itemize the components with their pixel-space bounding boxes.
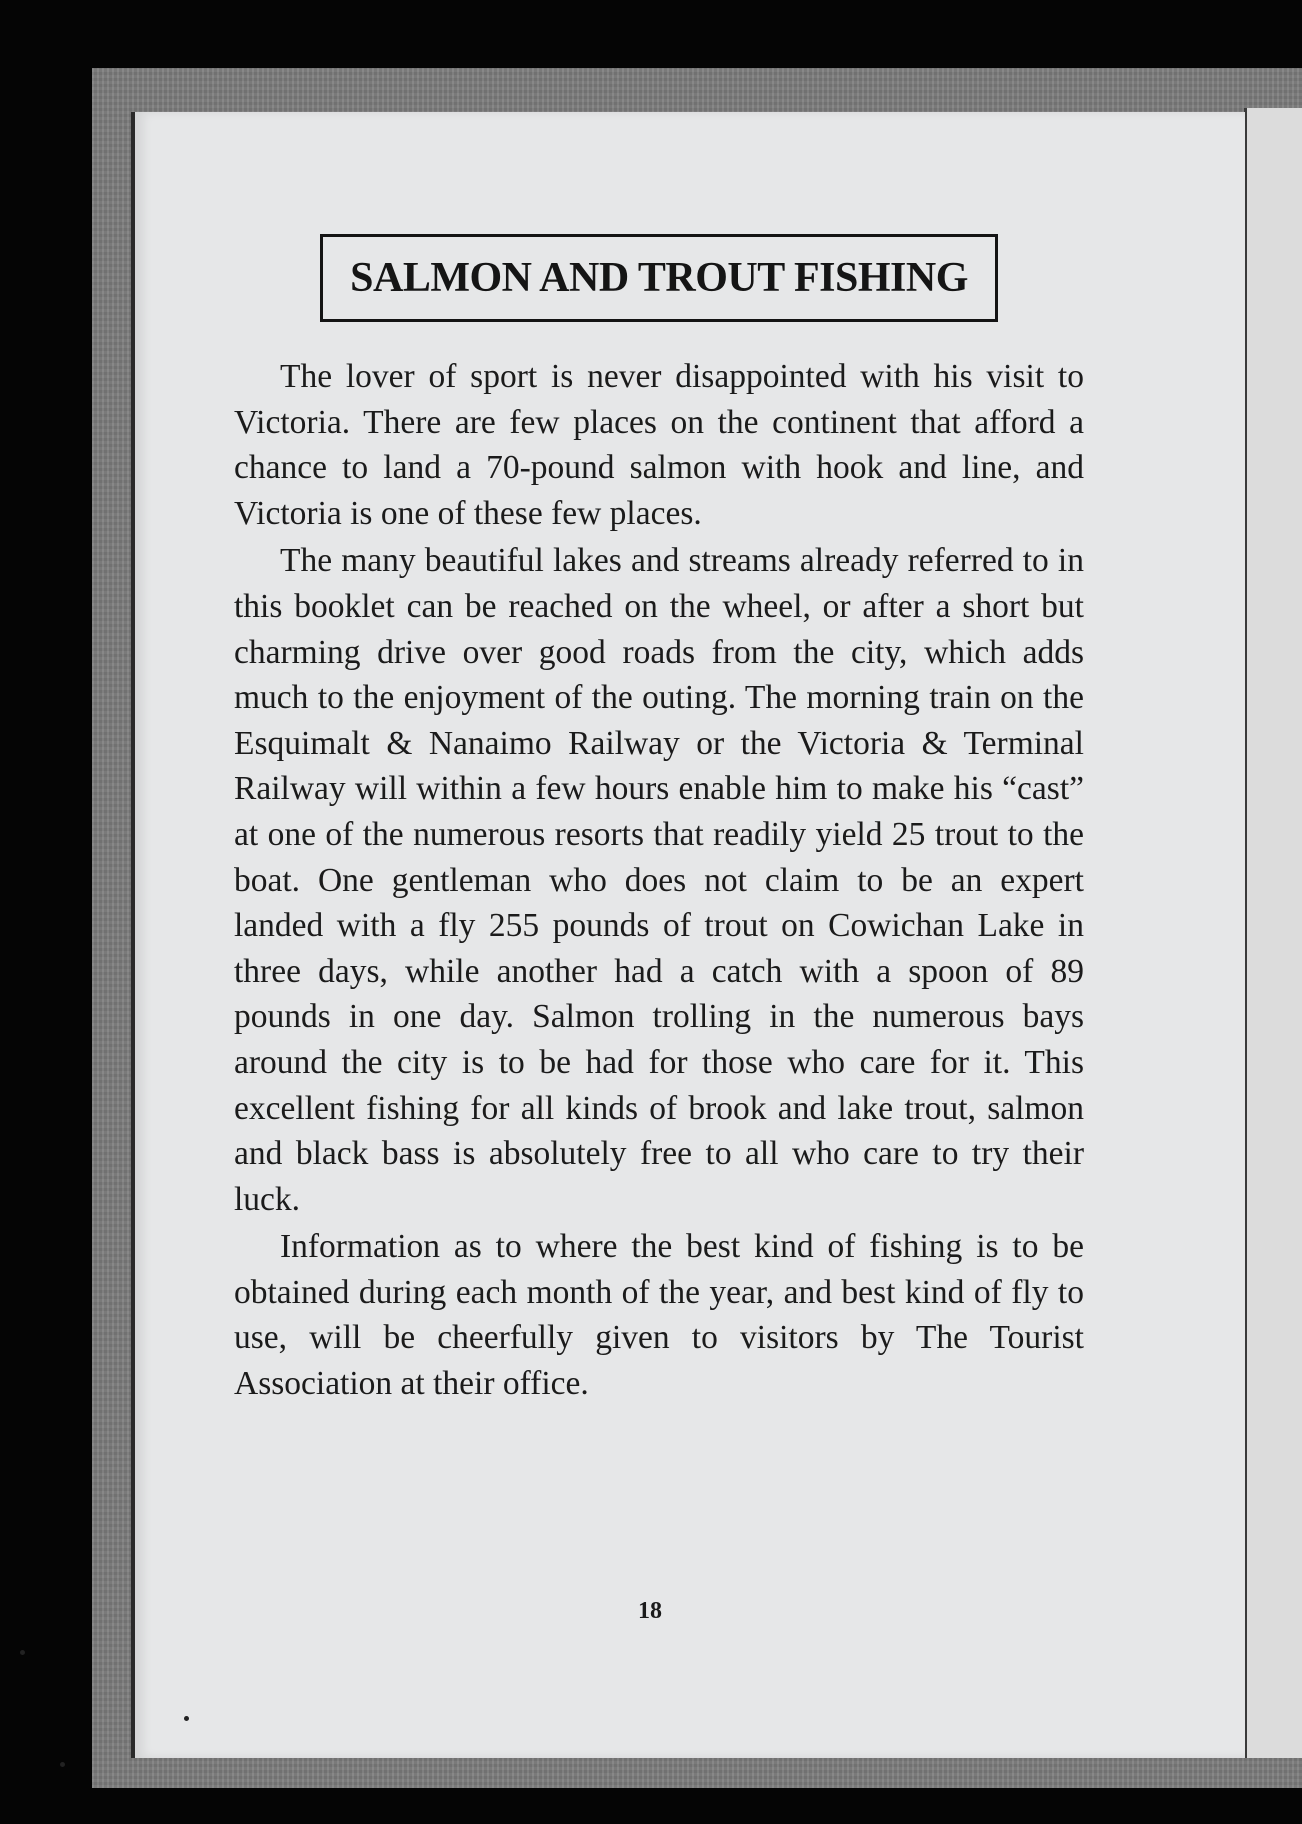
paragraph: Information as to where the best kind of fishing is to be obtained during each month of the year, and best kind of fly to use, will be cheerfully given to visitors by The Tourist Association at their office. bbox=[234, 1228, 1084, 1403]
paragraph: The lover of sport is never disappointed with his visit to Victoria. There are few places on the continent that afford a chance to land a 70-pound salmon with hook and line, and Victoria is one of these few places. bbox=[234, 358, 1084, 532]
scan-speck bbox=[60, 1762, 65, 1767]
scan-speck bbox=[20, 1650, 25, 1655]
scan-speck bbox=[184, 1716, 189, 1721]
paragraph: The many beautiful lakes and streams already referred to in this booklet can be reached on the wheel, or after a short but charming drive over good roads from the city, which adds much to the enjoyment of the outing. The morning train on the Esquimalt & Nanaimo Railway or the Victoria & Terminal Railway will within a few hours enable him to make his “cast” at one of the numerous resorts that readily yield 25 trout to the boat. One gentleman who does not claim to be an expert landed with a fly 255 pounds of trout on Cowichan Lake in three days, while another had a catch with a spoon of 89 pounds in one day. Salmon trolling in the numerous bays around the city is to be had for those who care for it. This excellent fishing for all kinds of brook and lake trout, salmon and black bass is absolutely free to all who care to try their luck. bbox=[234, 542, 1084, 1218]
title-box bbox=[320, 234, 998, 322]
body-text bbox=[234, 354, 1084, 1409]
page-number: 18 bbox=[638, 1598, 662, 1624]
page-title: SALMON AND TROUT FISHING bbox=[350, 255, 968, 301]
facing-page-edge bbox=[1244, 108, 1302, 1758]
